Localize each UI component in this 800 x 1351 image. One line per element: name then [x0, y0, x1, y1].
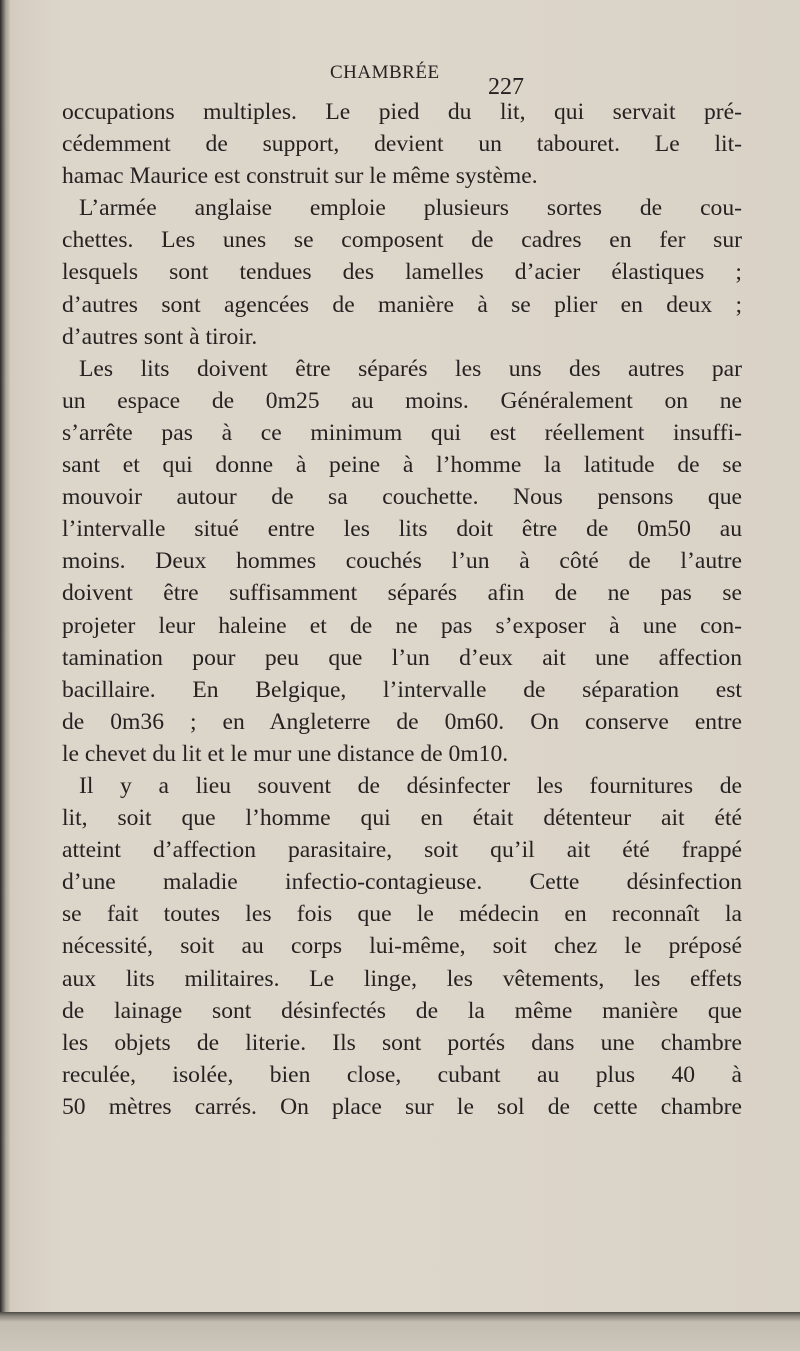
text-line: lit, soit que l’homme qui en était détenteur ait été [62, 805, 742, 832]
text-line: lesquels sont tendues des lamelles d’acier élastiques ; [62, 259, 742, 286]
text-line: aux lits militaires. Le linge, les vêtements, les effets [62, 965, 742, 992]
text-line: cédemment de support, devient un tabouret. Le lit- [62, 131, 742, 158]
text-line: mouvoir autour de sa couchette. Nous pensons que [62, 484, 742, 511]
text-line: Il y a lieu souvent de désinfecter les fournitures de [79, 772, 742, 799]
body-text [62, 96, 742, 1123]
text-line: doivent être suffisamment séparés afin de ne pas se [62, 580, 742, 607]
text-line: un espace de 0m25 au moins. Généralement on ne [62, 387, 742, 414]
text-line: d’autres sont à tiroir. [62, 323, 258, 350]
text-line: les objets de literie. Ils sont portés dans une chambre [62, 1029, 742, 1056]
text-line: l’intervalle situé entre les lits doit être de 0m50 au [62, 516, 742, 543]
running-head [300, 62, 660, 100]
text-line: 50 mètres carrés. On place sur le sol de cette chambre [62, 1093, 742, 1120]
running-title: CHAMBRÉE [330, 62, 440, 83]
page-number: 227 [488, 74, 524, 100]
text-line: tamination pour peu que l’un d’eux ait une affection [62, 644, 742, 671]
text-line: le chevet du lit et le mur une distance de 0m10. [62, 740, 509, 767]
text-line: L’armée anglaise emploie plusieurs sortes de cou- [79, 195, 742, 222]
text-line: hamac Maurice est construit sur le même système. [62, 163, 538, 190]
text-line: reculée, isolée, bien close, cubant au plus 40 à [62, 1061, 742, 1088]
text-line: Les lits doivent être séparés les uns des autres par [79, 355, 742, 382]
text-line: de 0m36 ; en Angleterre de 0m60. On conserve entre [62, 708, 742, 735]
page-binding-edge [0, 0, 10, 1351]
text-line: projeter leur haleine et de ne pas s’exposer à une con- [62, 612, 742, 639]
text-line: de lainage sont désinfectés de la même manière que [62, 997, 742, 1024]
text-line: d’autres sont agencées de manière à se plier en deux ; [62, 291, 742, 318]
text-line: chettes. Les unes se composent de cadres en fer sur [62, 227, 742, 254]
page-bottom-edge [0, 1312, 800, 1351]
text-line: moins. Deux hommes couchés l’un à côté de l’autre [62, 548, 742, 575]
text-line: s’arrête pas à ce minimum qui est réellement insuffi- [62, 419, 742, 446]
text-line: nécessité, soit au corps lui-même, soit chez le préposé [62, 933, 742, 960]
text-line: sant et qui donne à peine à l’homme la latitude de se [62, 452, 742, 479]
text-line: bacillaire. En Belgique, l’intervalle de séparation est [62, 676, 742, 703]
text-line: d’une maladie infectio-contagieuse. Cette désinfection [62, 869, 742, 896]
text-line: occupations multiples. Le pied du lit, qui servait pré- [62, 99, 742, 125]
text-line: atteint d’affection parasitaire, soit qu’il ait été frappé [62, 837, 742, 864]
text-line: se fait toutes les fois que le médecin en reconnaît la [62, 901, 742, 928]
